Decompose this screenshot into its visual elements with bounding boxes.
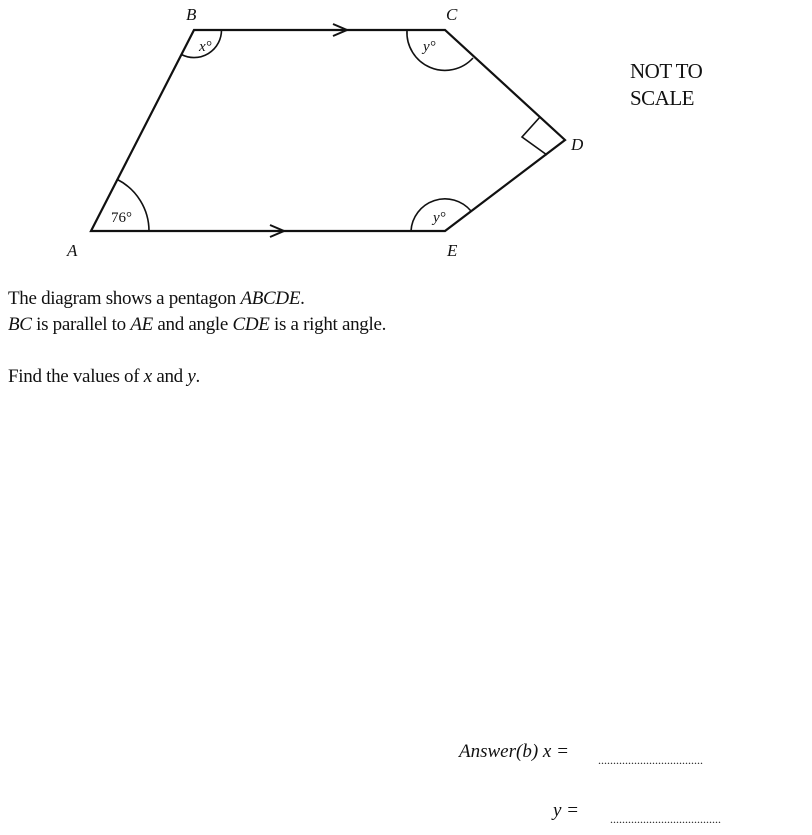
q3-text-2: and <box>151 366 188 387</box>
q2-ae: AE <box>130 314 153 335</box>
answer-y-line[interactable]: ..................................... <box>610 812 721 826</box>
q3-y: y <box>187 366 196 387</box>
question-line-3 <box>8 364 200 390</box>
answer-x-label: Answer(b) x = <box>459 741 569 762</box>
vertex-label-a: A <box>67 241 78 260</box>
not-to-scale-note <box>630 58 702 112</box>
q3-text-1: Find the values of <box>8 366 144 387</box>
vertex-label-d: D <box>571 135 584 154</box>
q1-text: The diagram shows a pentagon <box>8 288 241 309</box>
answer-x-line[interactable]: ................................... <box>598 753 703 767</box>
vertex-label-e: E <box>447 241 458 260</box>
q1-pentagon-name: ABCDE <box>240 288 301 309</box>
q2-text-3: is a right angle. <box>269 314 387 335</box>
q3-end: . <box>195 366 200 387</box>
q2-text-1: is parallel to <box>31 314 131 335</box>
q3-x: x <box>143 366 152 387</box>
angle-arc-c <box>407 30 473 70</box>
question-line-2 <box>8 312 386 338</box>
note-line-1: NOT TO <box>630 59 703 83</box>
pentagon-outline <box>91 30 565 231</box>
vertex-label-b: B <box>186 5 197 24</box>
angle-label-x: x° <box>199 39 212 55</box>
angle-label-y-e: y° <box>433 210 446 226</box>
q2-text-2: and angle <box>152 314 233 335</box>
q2-bc: BC <box>8 314 32 335</box>
note-line-2: SCALE <box>630 86 695 110</box>
angle-label-76: 76° <box>111 210 132 226</box>
pentagon-diagram <box>0 0 812 280</box>
q2-cde: CDE <box>232 314 270 335</box>
question-line-1 <box>8 286 305 312</box>
vertex-label-c: C <box>446 5 458 24</box>
angle-label-y-c: y° <box>423 39 436 55</box>
right-angle-marker-d <box>522 117 547 155</box>
q1-end: . <box>300 288 305 309</box>
answer-y-label: y = <box>553 800 580 821</box>
